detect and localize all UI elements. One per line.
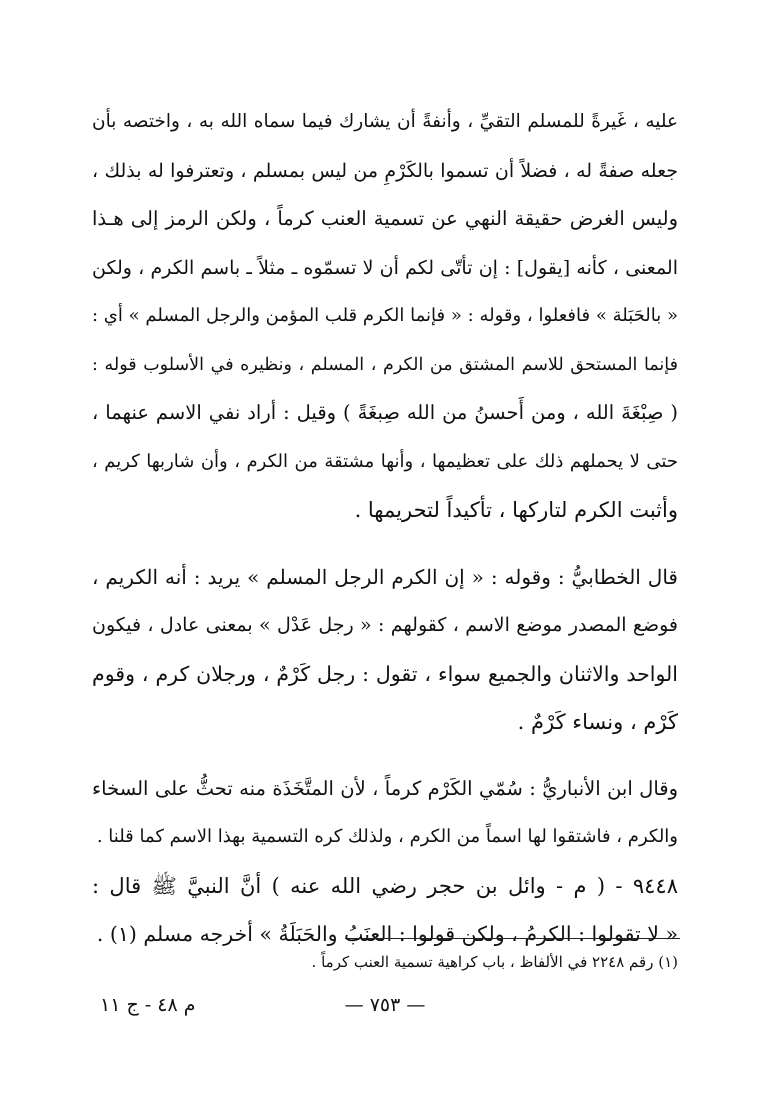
- text-line: ٩٤٤٨ - ( م - وائل بن حجر رضي الله عنه ) أنَّ النبيَّ ﷺ قال :: [92, 873, 678, 898]
- paragraph-gap: [92, 747, 678, 765]
- text-line: ( صِبْغَةَ الله ، ومن أَحسنُ من الله صِبغَةً ) وقيل : أراد نفي الاسم عنهما ،: [92, 401, 678, 424]
- paragraph-gap: [92, 535, 678, 553]
- text-line: المعنى ، كأنه [يقول] : إن تأتّى لكم أن لا تسمّوه ـ مثلاً ـ باسم الكرم ، ولكن: [92, 256, 678, 279]
- body-text: [92, 98, 678, 959]
- text-line: وأثبت الكرم لتاركها ، تأكيداً لتحريمها .: [354, 498, 678, 522]
- text-line: الواحد والاثنان والجميع سواء ، تقول : رجل كَرْمٌ ، ورجلان كرم ، وقوم: [92, 661, 678, 686]
- text-line: وليس الغرض حقيقة النهي عن تسمية العنب كرماً ، ولكن الرمز إلى هـذا: [92, 207, 678, 230]
- text-line: حتى لا يحملهم ذلك على تعظيمها ، وأنها مشتقة من الكرم ، وأن شاربها كريم ،: [92, 450, 678, 472]
- text-line: « لا تقولوا : الكرمُ ، ولكن قولوا : العنَبُ والحَبَلَةُ » أخرجه مسلم (١) .: [96, 922, 678, 946]
- hadith-9448: [92, 862, 678, 959]
- text-line: فإنما المستحق للاسم المشتق من الكرم ، المسلم ، ونظيره في الأسلوب قوله :: [92, 354, 678, 375]
- text-line: قال الخطابيُّ : وقوله : « إن الكرم الرجل المسلم » يريد : أنه الكريم ،: [92, 564, 678, 589]
- text-line: عليه ، غَيرةً للمسلم التقيِّ ، وأنفةً أن يشارك فيما سماه الله به ، واختصه بأن: [92, 111, 678, 132]
- text-line: كَرْم ، ونساء كَرْمٌ .: [517, 710, 678, 734]
- text-line: والكرم ، فاشتقوا لها اسماً من الكرم ، ولذلك كره التسمية بهذا الاسم كما قلنا .: [96, 826, 678, 847]
- footnote: (١) رقم ٢٢٤٨ في الألفاظ ، باب كراهية تسمية العنب كرماً .: [311, 953, 678, 971]
- paragraph-2: [92, 553, 678, 747]
- footnote-divider: [345, 938, 680, 939]
- paragraph-1: [92, 98, 678, 535]
- text-line: وقال ابن الأنباريُّ : سُمّي الكَرْم كرماً ، لأن المتَّخَذَة منه تحثُّ على السخاء: [92, 776, 678, 800]
- page-number: — ٧٥٣ —: [344, 994, 426, 1016]
- text-line: « بالحَبَلة » فافعلوا ، وقوله : « فإنما الكرم قلب المؤمن والرجل المسلم » أي :: [92, 305, 678, 326]
- volume-mark: م ٤٨ - ج ١١: [100, 994, 196, 1016]
- paragraph-3: [92, 765, 678, 862]
- text-line: جعله صفةً له ، فضلاً أن تسموا بالكَرْمِ من ليس بمسلم ، وتعترفوا له بذلك ،: [92, 159, 678, 182]
- text-line: فوضع المصدر موضع الاسم ، كقولهم : « رجل عَدْل » بمعنى عادل ، فيكون: [92, 614, 678, 636]
